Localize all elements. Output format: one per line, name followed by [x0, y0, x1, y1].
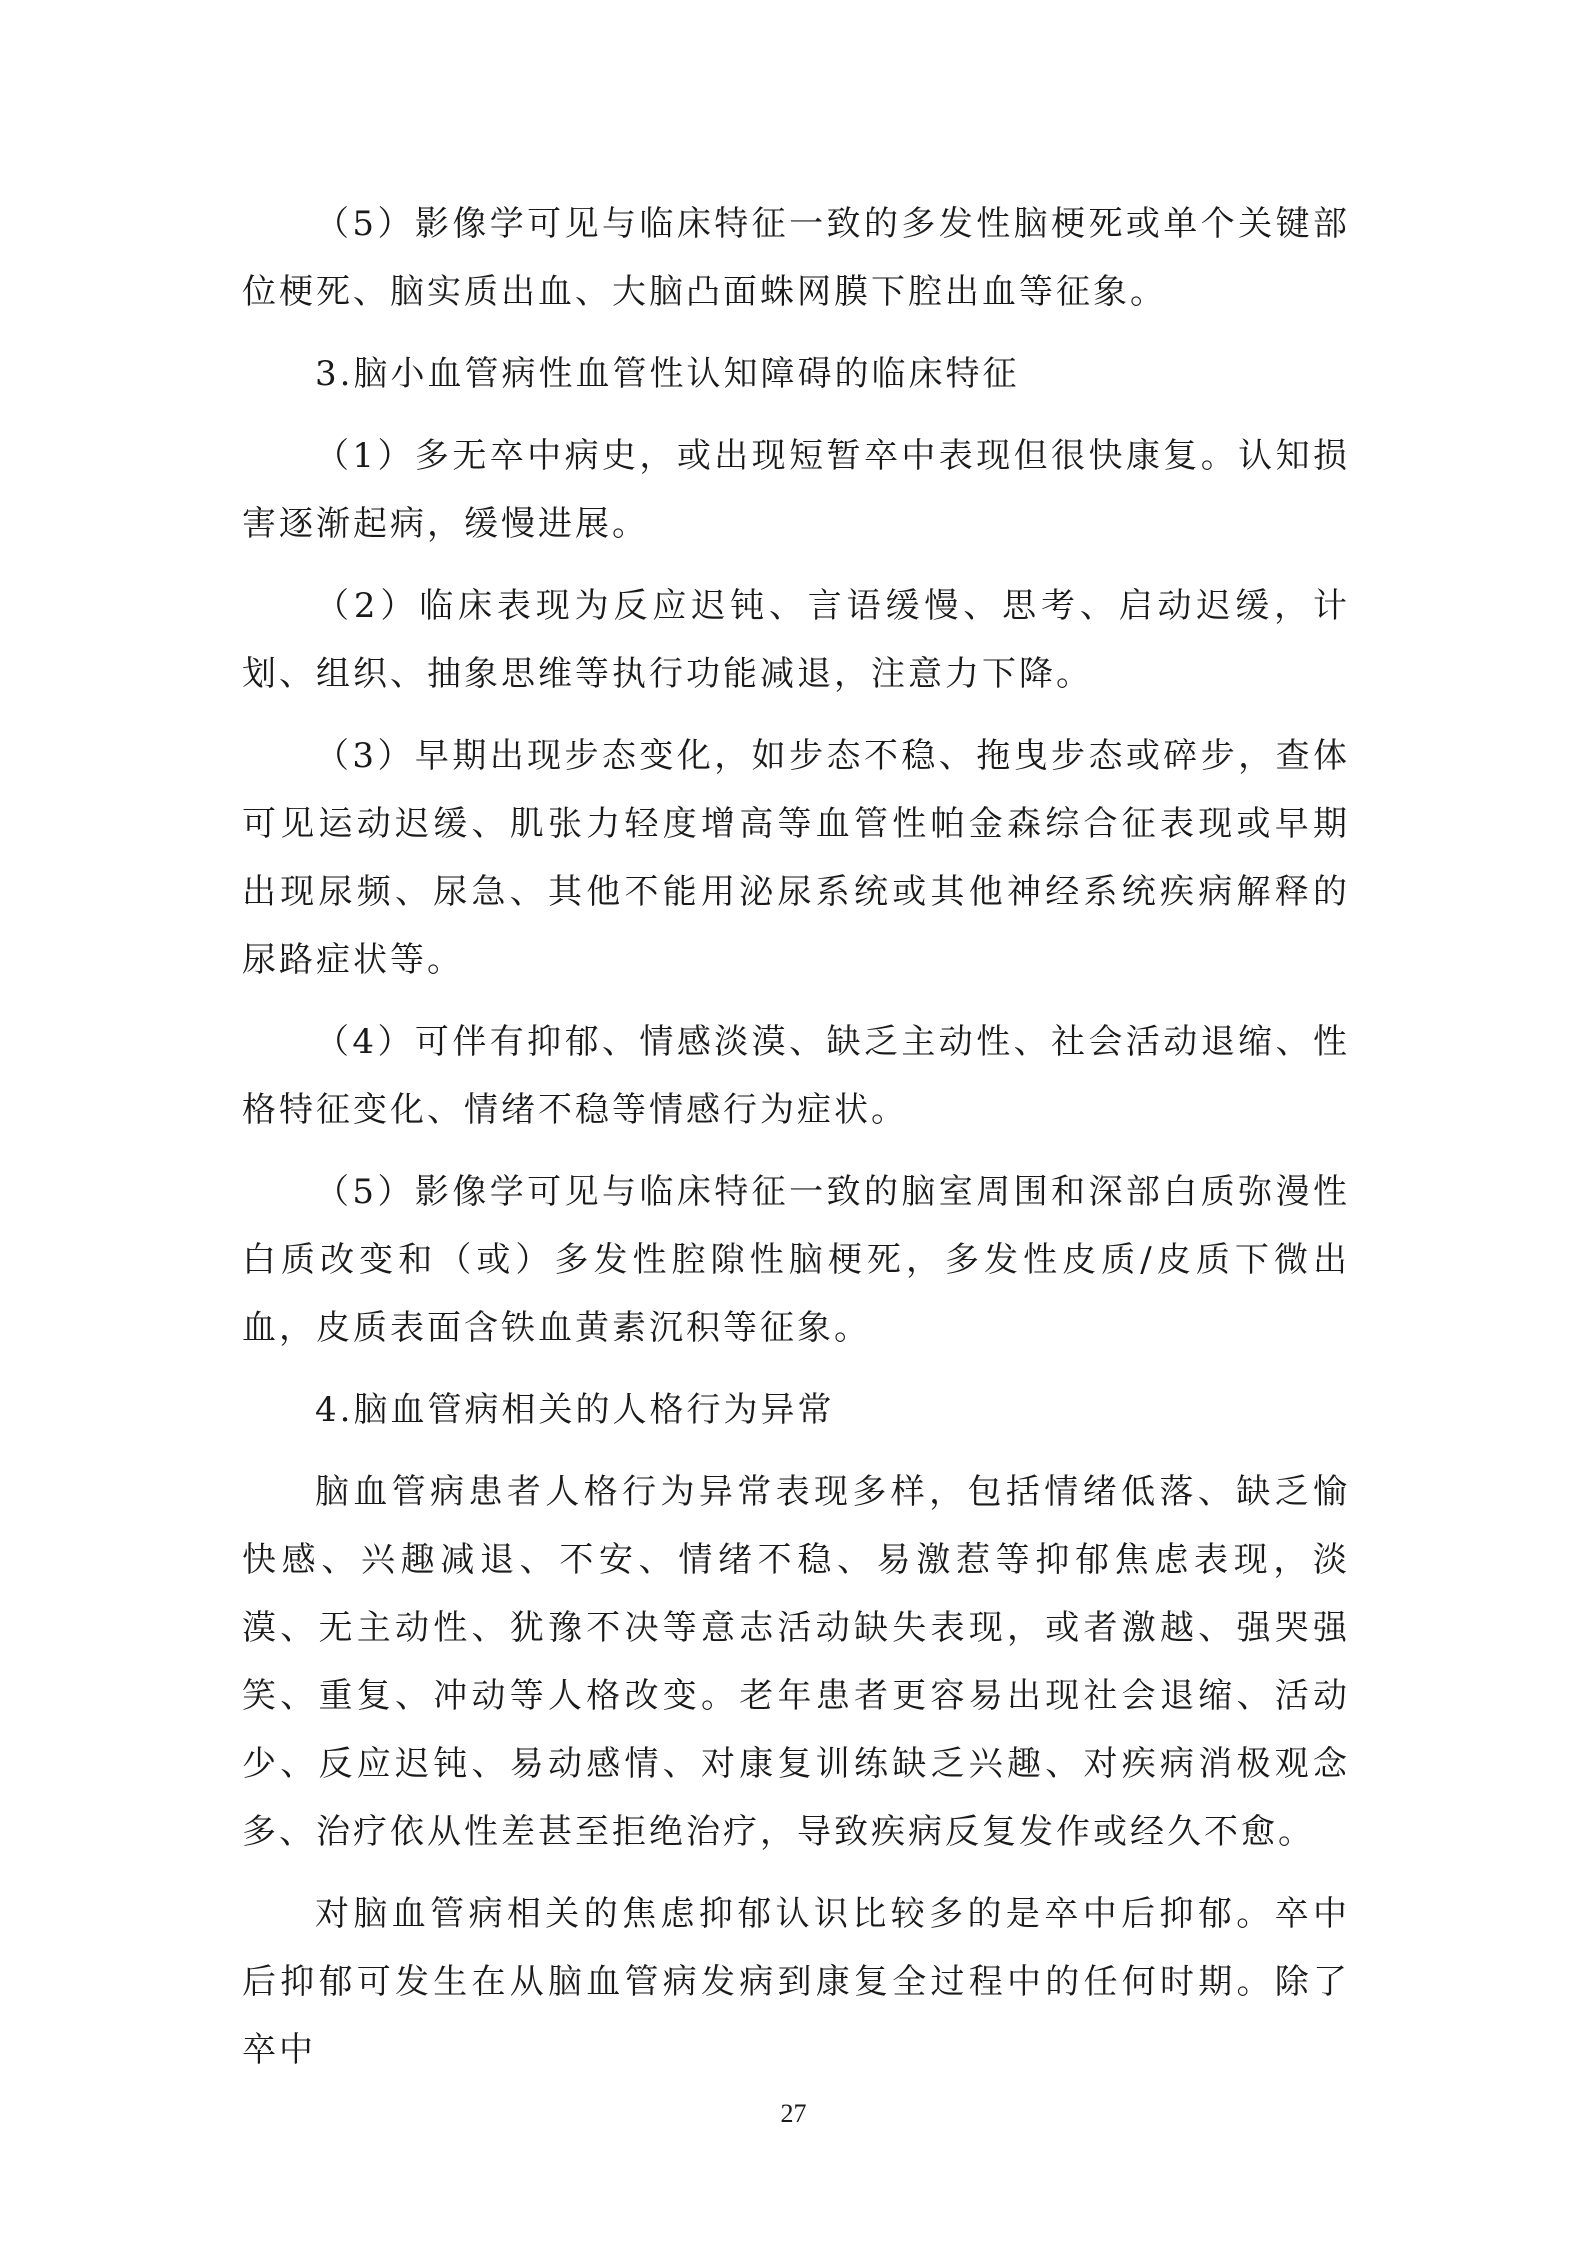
- paragraph-item-5: （5）影像学可见与临床特征一致的脑室周围和深部白质弥漫性白质改变和（或）多发性腔隙性脑梗死，多发性皮质/皮质下微出血，皮质表面含铁血黄素沉积等征象。: [242, 1172, 1350, 1348]
- paragraph-item-5-imaging: （5）影像学可见与临床特征一致的多发性脑梗死或单个关键部位梗死、脑实质出血、大脑凸面蛛网膜下腔出血等征象。: [242, 204, 1350, 312]
- page-number: 27: [780, 2099, 807, 2128]
- paragraph-item-4: （4）可伴有抑郁、情感淡漠、缺乏主动性、社会活动退缩、性格特征变化、情绪不稳等情感行为症状。: [242, 1022, 1350, 1130]
- section-heading-3: 3.脑小血管病性血管性认知障碍的临床特征: [315, 354, 1020, 394]
- paragraph-item-1: （1）多无卒中病史，或出现短暂卒中表现但很快康复。认知损害逐渐起病，缓慢进展。: [242, 436, 1350, 544]
- document-body: [242, 190, 1350, 2098]
- paragraph-item-3: （3）早期出现步态变化，如步态不稳、拖曳步态或碎步，查体可见运动迟缓、肌张力轻度增高等血管性帕金森综合征表现或早期出现尿频、尿急、其他不能用泌尿系统或其他神经系统疾病解释的尿路症状等。: [242, 736, 1350, 980]
- paragraph-item-2: （2）临床表现为反应迟钝、言语缓慢、思考、启动迟缓，计划、组织、抽象思维等执行功能减退，注意力下降。: [242, 586, 1350, 694]
- body-paragraph-personality: 脑血管病患者人格行为异常表现多样，包括情绪低落、缺乏愉快感、兴趣减退、不安、情绪不稳、易激惹等抑郁焦虑表现，淡漠、无主动性、犹豫不决等意志活动缺失表现，或者激越、强哭强笑、重复、冲动等人格改变。老年患者更容易出现社会退缩、活动少、反应迟钝、易动感情、对康复训练缺乏兴趣、对疾病消极观念多、治疗依从性差甚至拒绝治疗，导致疾病反复发作或经久不愈。: [242, 1472, 1350, 1852]
- body-paragraph-depression: 对脑血管病相关的焦虑抑郁认识比较多的是卒中后抑郁。卒中后抑郁可发生在从脑血管病发病到康复全过程中的任何时期。除了卒中: [242, 1894, 1350, 2070]
- section-heading-4: 4.脑血管病相关的人格行为异常: [315, 1390, 835, 1430]
